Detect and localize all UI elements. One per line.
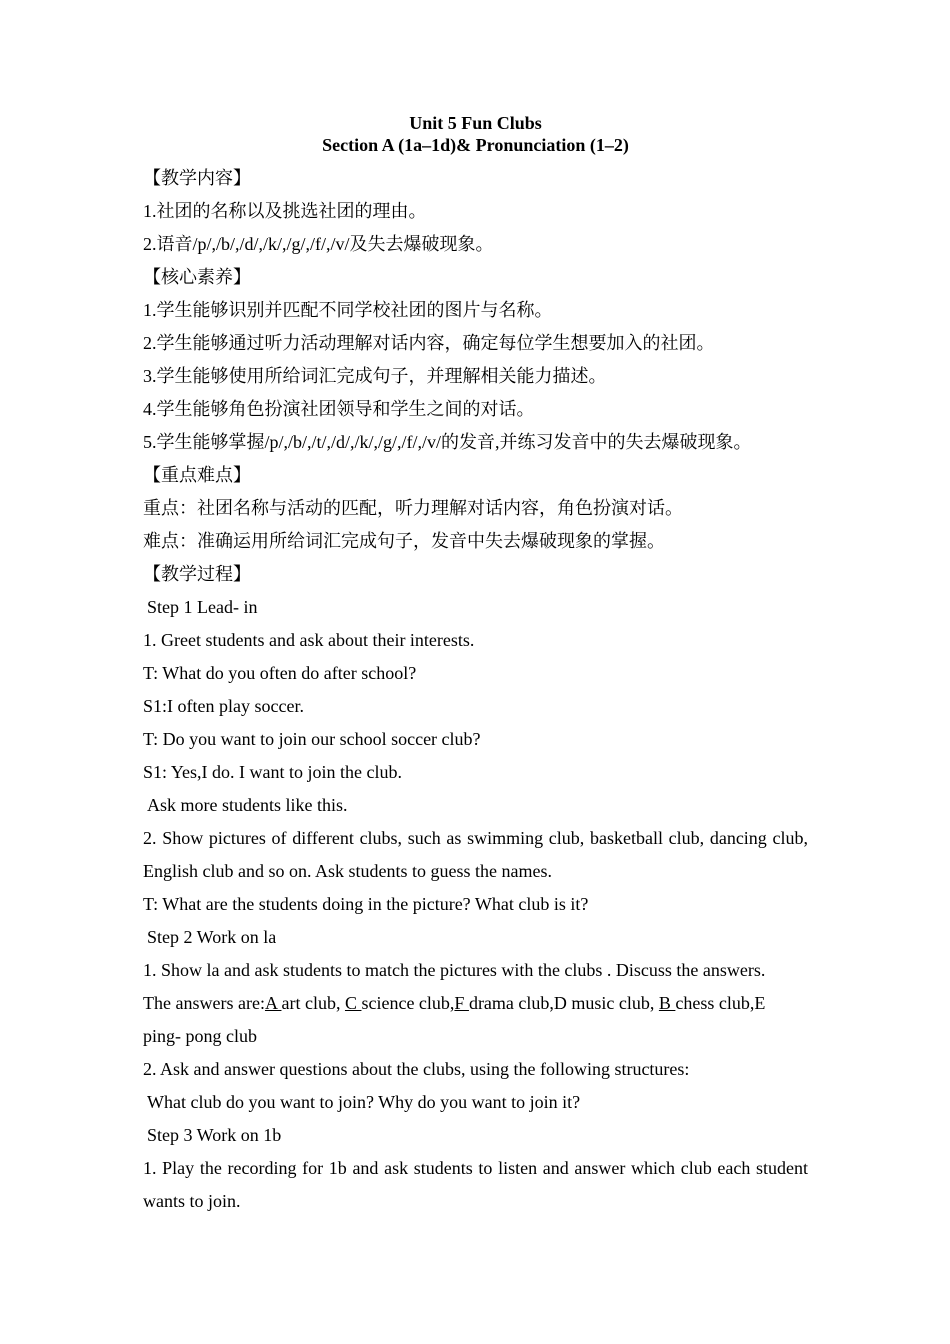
literacy-item: 3.学生能够使用所给词汇完成句子，并理解相关能力描述。 <box>143 366 607 386</box>
step1-title: Step 1 Lead- in <box>147 597 258 617</box>
content-item: 2.语音/p/,/b/,/d/,/k/,/g/,/f/,/v/及失去爆破现象。 <box>143 234 494 254</box>
section-heading-process: 【教学过程】 <box>143 564 251 584</box>
document-page <box>143 112 808 1218</box>
step1-line: T: What do you often do after school? <box>143 663 417 683</box>
step2-answers-end: ping- pong club <box>143 1026 257 1046</box>
answer-letter: C <box>344 993 362 1013</box>
step1-line: S1:I often play soccer. <box>143 696 304 716</box>
answer-club: drama club,D music club, <box>468 993 659 1013</box>
section-heading-literacy: 【核心素养】 <box>143 267 251 287</box>
document-subtitle: Section A (1a–1d)& Pronunciation (1–2) <box>322 135 629 155</box>
document-title: Unit 5 Fun Clubs <box>409 113 542 133</box>
step1-line: S1: Yes,I do. I want to join the club. <box>143 762 402 782</box>
step2-title: Step 2 Work on la <box>147 927 277 947</box>
title-block <box>143 112 808 156</box>
step1-question: T: What are the students doing in the picture? What club is it? <box>143 894 589 914</box>
answer-letter: F <box>454 993 469 1013</box>
literacy-item: 1.学生能够识别并匹配不同学校社团的图片与名称。 <box>143 300 553 320</box>
step1-line: T: Do you want to join our school soccer club? <box>143 729 481 749</box>
section-heading-focus: 【重点难点】 <box>143 465 251 485</box>
focus-key-point: 重点：社团名称与活动的匹配，听力理解对话内容，角色扮演对话。 <box>143 498 683 518</box>
step2-paragraph: 2. Ask and answer questions about the clubs, using the following structures: <box>143 1059 690 1079</box>
literacy-item: 5.学生能够掌握/p/,/b/,/t/,/d/,/k/,/g/,/f/,/v/的发音,并练习发音中的失去爆破现象。 <box>143 432 752 452</box>
answer-letter: B <box>658 993 676 1013</box>
section-heading-content: 【教学内容】 <box>143 168 251 188</box>
answer-club: chess club,E <box>675 993 766 1013</box>
step3-paragraph: 1. Play the recording for 1b and ask students to listen and answer which club each student wants to join. <box>143 1158 808 1211</box>
step2-answers <box>143 987 808 1020</box>
step1-paragraph: 2. Show pictures of different clubs, such as swimming club, basketball club, dancing club, English club and so on. Ask students to guess the names. <box>143 828 808 881</box>
step1-line: 1. Greet students and ask about their interests. <box>143 630 475 650</box>
step2-structure: What club do you want to join? Why do you want to join it? <box>147 1092 581 1112</box>
literacy-item: 2.学生能够通过听力活动理解对话内容，确定每位学生想要加入的社团。 <box>143 333 715 353</box>
step2-paragraph: 1. Show la and ask students to match the pictures with the clubs . Discuss the answers. <box>143 960 766 980</box>
answers-prefix: The answers are: <box>143 993 265 1013</box>
literacy-item: 4.学生能够角色扮演社团领导和学生之间的对话。 <box>143 399 535 419</box>
answer-club: science club, <box>361 993 455 1013</box>
focus-difficult-point: 难点：准确运用所给词汇完成句子，发音中失去爆破现象的掌握。 <box>143 531 665 551</box>
step1-more: Ask more students like this. <box>147 795 348 815</box>
answer-club: art club, <box>281 993 345 1013</box>
step3-title: Step 3 Work on 1b <box>147 1125 282 1145</box>
content-item: 1.社团的名称以及挑选社团的理由。 <box>143 201 427 221</box>
answer-letter: A <box>264 993 282 1013</box>
